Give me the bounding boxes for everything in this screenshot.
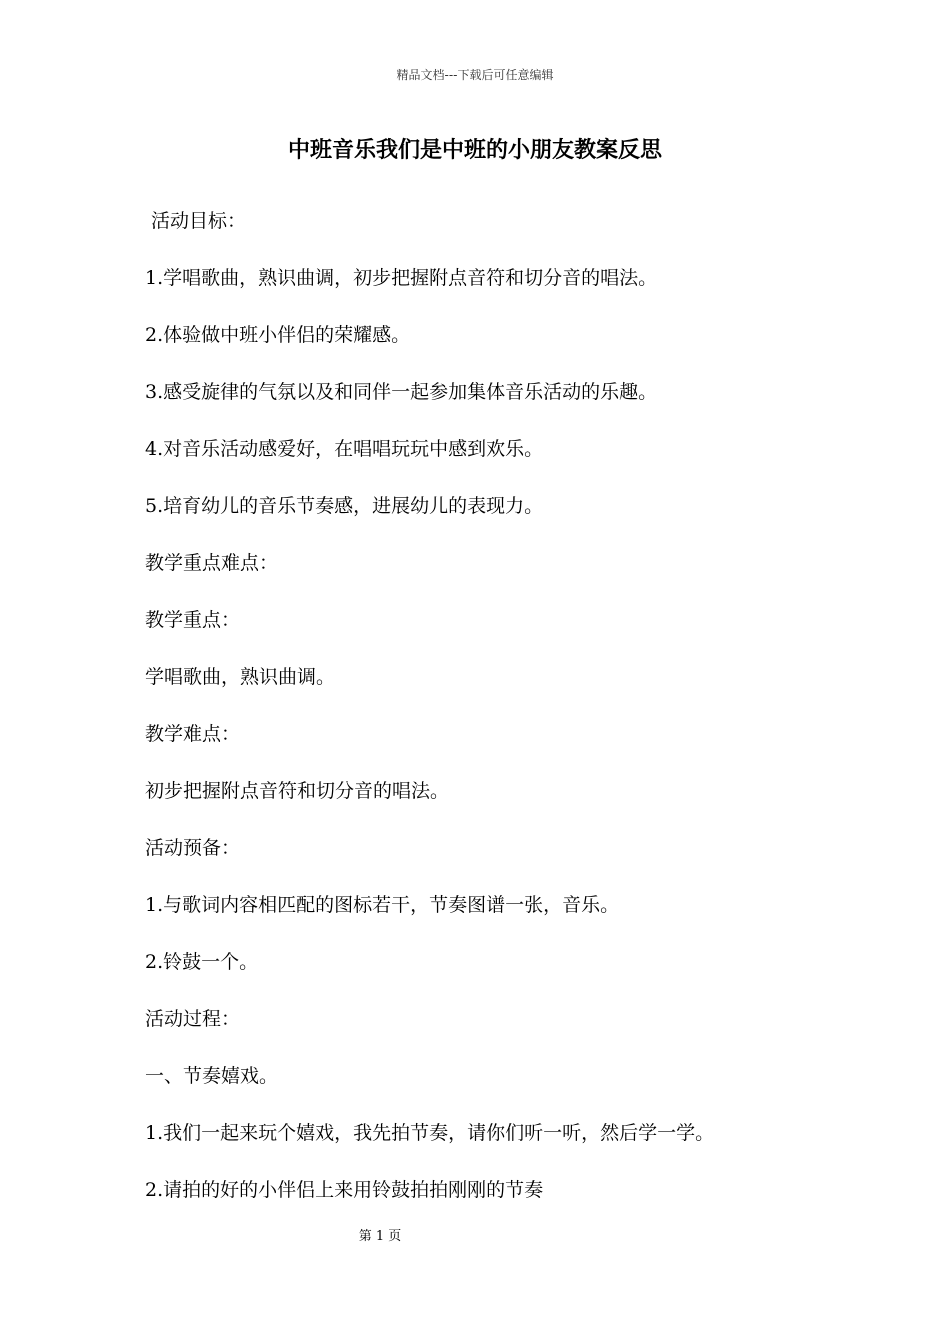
section-heading-preparation: 活动预备： <box>145 837 241 859</box>
body-line: 3.感受旋律的气氛以及和同伴一起参加集体音乐活动的乐趣。 <box>145 381 658 403</box>
sub-heading: 教学重点： <box>145 609 241 631</box>
page-number: 第 1 页 <box>358 1229 402 1244</box>
document-body <box>145 203 845 1229</box>
body-line: 学唱歌曲，熟识曲调。 <box>145 666 336 688</box>
body-line: 4.对音乐活动感爱好，在唱唱玩玩中感到欢乐。 <box>145 438 544 460</box>
document-header: 精品文档---下载后可任意编辑 <box>396 68 554 82</box>
section-heading-key-points: 教学重点难点： <box>145 552 279 574</box>
document-title: 中班音乐我们是中班的小朋友教案反思 <box>287 138 662 163</box>
body-line: 初步把握附点音符和切分音的唱法。 <box>145 780 450 802</box>
section-heading-objectives: 活动目标： <box>151 210 247 232</box>
section-heading-process: 活动过程： <box>145 1008 241 1030</box>
body-line: 1.学唱歌曲，熟识曲调，初步把握附点音符和切分音的唱法。 <box>145 267 658 289</box>
sub-heading: 教学难点： <box>145 723 241 745</box>
body-line: 2.铃鼓一个。 <box>145 951 259 973</box>
body-line: 2.请拍的好的小伴侣上来用铃鼓拍拍刚刚的节奏 <box>145 1179 544 1201</box>
body-line: 1.与歌词内容相匹配的图标若干，节奏图谱一张，音乐。 <box>145 894 620 916</box>
body-line: 2.体验做中班小伴侣的荣耀感。 <box>145 324 411 346</box>
body-line: 5.培育幼儿的音乐节奏感，进展幼儿的表现力。 <box>145 495 544 517</box>
sub-heading: 一、节奏嬉戏。 <box>145 1065 279 1087</box>
body-line: 1.我们一起来玩个嬉戏，我先拍节奏，请你们听一听，然后学一学。 <box>145 1122 715 1144</box>
